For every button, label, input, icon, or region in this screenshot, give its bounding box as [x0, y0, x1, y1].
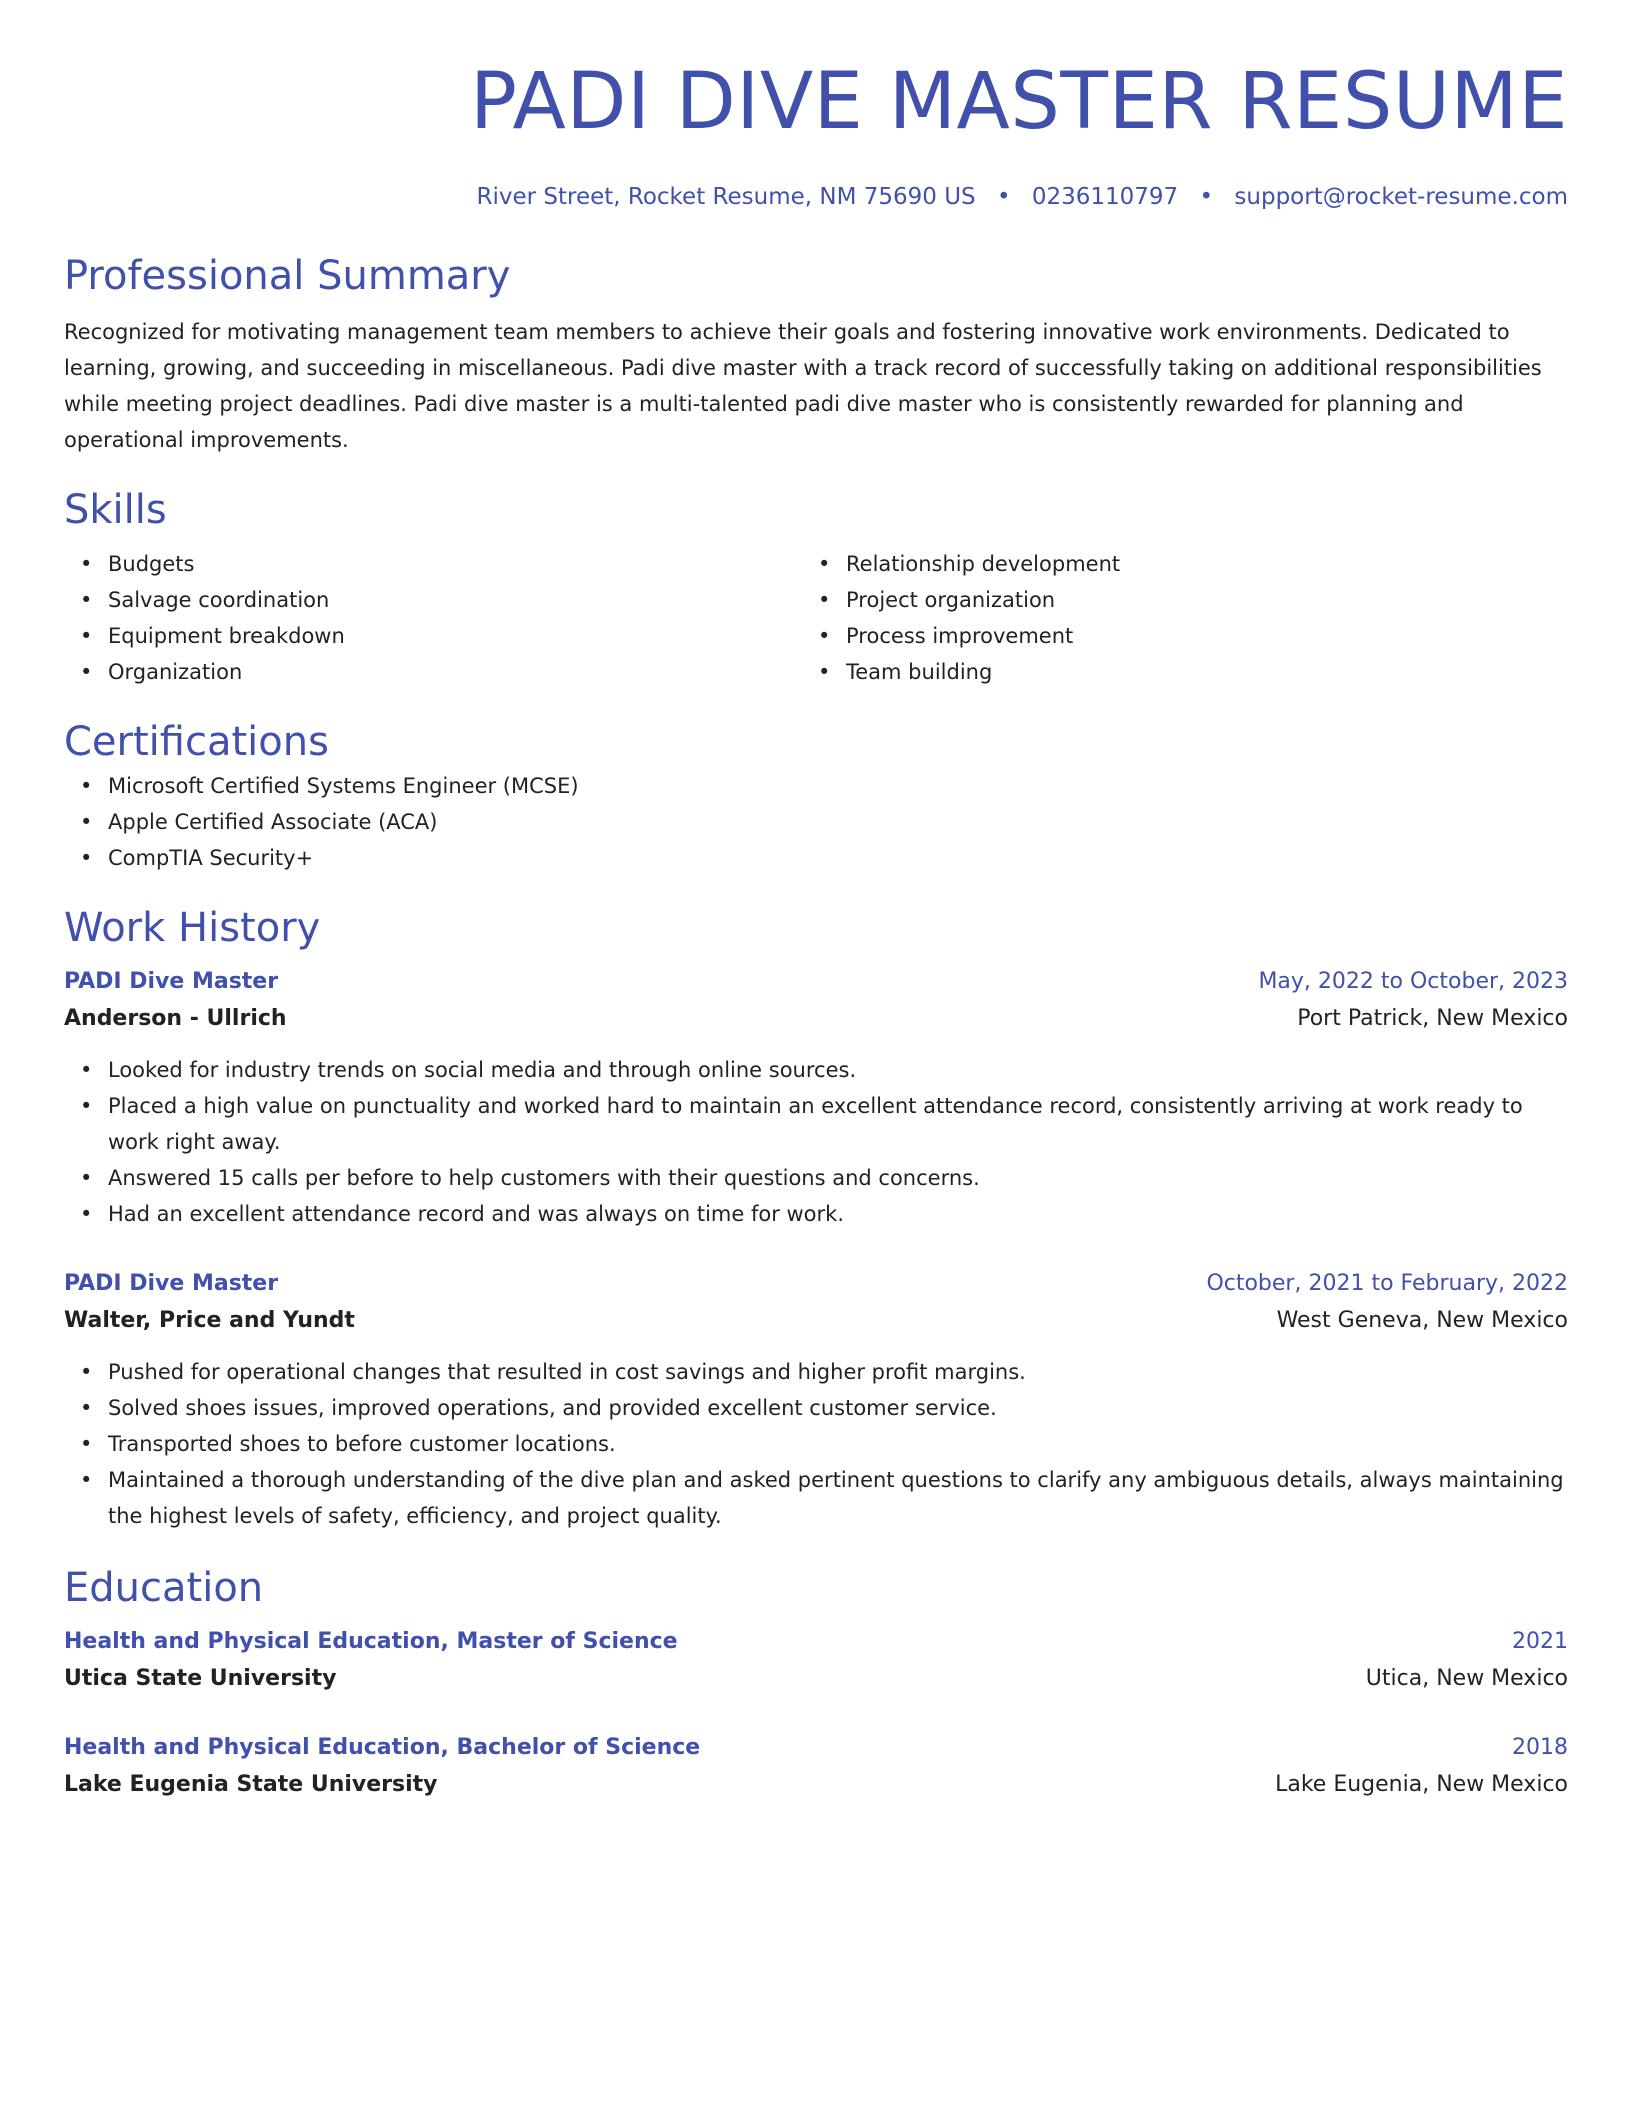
contact-address: River Street, Rocket Resume, NM 75690 US	[476, 184, 976, 210]
job-dates: October, 2021 to February, 2022	[1206, 1271, 1568, 1296]
certification-item	[80, 840, 1568, 876]
job-dates: May, 2022 to October, 2023	[1258, 969, 1568, 994]
contact-phone: 0236110797	[1031, 184, 1179, 210]
job-duty-item	[80, 1196, 1568, 1232]
job-location: Port Patrick, New Mexico	[1297, 1006, 1568, 1031]
job-title: PADI Dive Master	[64, 969, 279, 994]
job-duty-item	[80, 1088, 1568, 1160]
skills-column-left	[64, 546, 802, 690]
bullet-icon: •	[80, 1396, 93, 1420]
education-entry	[64, 1624, 1568, 1698]
certifications-heading: Certifications	[64, 719, 329, 765]
skill-label: Project organization	[846, 588, 1056, 612]
job-duty-item	[80, 1160, 1568, 1196]
bullet-icon: •	[80, 1058, 93, 1082]
job-employer: Anderson - Ullrich	[64, 1006, 287, 1031]
resume-title: PADI DIVE MASTER RESUME	[469, 57, 1568, 147]
bullet-icon: •	[80, 1202, 93, 1226]
job-duty-text: Had an excellent attendance record and was always on time for work.	[108, 1202, 845, 1226]
education-school: Lake Eugenia State University	[64, 1772, 438, 1797]
job-duty-item	[80, 1390, 1568, 1426]
bullet-icon: •	[818, 624, 831, 648]
skill-item	[818, 618, 1540, 654]
bullet-icon: •	[818, 552, 831, 576]
education-heading: Education	[64, 1565, 264, 1611]
bullet-icon: •	[80, 624, 93, 648]
job-duties-list	[64, 1052, 1568, 1232]
bullet-icon: •	[80, 774, 93, 798]
certification-label: Microsoft Certified Systems Engineer (MCSE)	[108, 774, 579, 798]
skill-label: Relationship development	[846, 552, 1121, 576]
job-duty-item	[80, 1426, 1568, 1462]
skill-item	[818, 654, 1540, 690]
skill-label: Team building	[846, 660, 993, 684]
bullet-icon: •	[80, 1468, 93, 1492]
certification-item	[80, 804, 1568, 840]
skills-grid	[64, 546, 1568, 690]
job-duty-item	[80, 1052, 1568, 1088]
education-school-row	[64, 1660, 1568, 1698]
job-duty-text: Placed a high value on punctuality and worked hard to maintain an excellent attendance record, consistently arriving at work ready to work right away.	[108, 1094, 1523, 1154]
bullet-icon: •	[80, 1432, 93, 1456]
job-employer: Walter, Price and Yundt	[64, 1308, 355, 1333]
contact-email: support@rocket-resume.com	[1234, 184, 1568, 210]
job-duty-text: Solved shoes issues, improved operations, and provided excellent customer service.	[108, 1396, 997, 1420]
contact-separator: •	[996, 184, 1011, 210]
job-duty-text: Looked for industry trends on social media and through online sources.	[108, 1058, 857, 1082]
skill-item	[80, 582, 802, 618]
skill-item	[818, 582, 1540, 618]
job-duty-text: Answered 15 calls per before to help customers with their questions and concerns.	[108, 1166, 980, 1190]
education-degree: Health and Physical Education, Master of Science	[64, 1629, 678, 1654]
certifications-list	[64, 768, 1568, 876]
skills-column-right	[802, 546, 1540, 690]
job-duties-list	[64, 1354, 1568, 1534]
work-history-heading: Work History	[64, 905, 321, 951]
education-year: 2018	[1512, 1735, 1568, 1760]
skill-label: Equipment breakdown	[108, 624, 345, 648]
bullet-icon: •	[80, 1166, 93, 1190]
skills-list-left	[64, 546, 802, 690]
education-location: Lake Eugenia, New Mexico	[1275, 1772, 1568, 1797]
bullet-icon: •	[80, 552, 93, 576]
bullet-icon: •	[80, 810, 93, 834]
certification-item	[80, 768, 1568, 804]
job-duty-item	[80, 1462, 1568, 1534]
bullet-icon: •	[818, 660, 831, 684]
job-duty-item	[80, 1354, 1568, 1390]
job-duty-text: Transported shoes to before customer locations.	[108, 1432, 616, 1456]
skill-label: Salvage coordination	[108, 588, 330, 612]
skill-item	[818, 546, 1540, 582]
summary-text: Recognized for motivating management team members to achieve their goals and fostering innovative work environments. Dedicated to learning, growing, and succeeding in miscellaneous. Padi dive master with a track record of successfully taking on additional responsibilities while meeting project deadlines. Padi dive master is a multi-talented padi dive master who is consistently rewarded for planning and operational improvements.	[64, 320, 1542, 452]
education-entry	[64, 1730, 1568, 1804]
education-header-row	[64, 1624, 1568, 1660]
education-header-row	[64, 1730, 1568, 1766]
summary-heading: Professional Summary	[64, 253, 511, 299]
job-location: West Geneva, New Mexico	[1276, 1308, 1568, 1333]
bullet-icon: •	[80, 1094, 93, 1118]
education-year: 2021	[1512, 1629, 1568, 1654]
contact-line	[64, 180, 1568, 214]
job-entry	[64, 964, 1568, 1232]
bullet-icon: •	[80, 660, 93, 684]
job-duty-text: Pushed for operational changes that resulted in cost savings and higher profit margins.	[108, 1360, 1026, 1384]
bullet-icon: •	[818, 588, 831, 612]
certification-label: Apple Certified Associate (ACA)	[108, 810, 438, 834]
contact-separator: •	[1199, 184, 1214, 210]
skills-heading: Skills	[64, 487, 167, 533]
education-degree: Health and Physical Education, Bachelor of Science	[64, 1735, 701, 1760]
education-location: Utica, New Mexico	[1365, 1666, 1568, 1691]
skill-label: Budgets	[108, 552, 195, 576]
skill-item	[80, 654, 802, 690]
job-entry	[64, 1266, 1568, 1534]
skill-label: Process improvement	[846, 624, 1074, 648]
job-duty-text: Maintained a thorough understanding of the dive plan and asked pertinent questions to clarify any ambiguous details, always maintaining the highest levels of safety, efficiency, and project quality.	[108, 1468, 1564, 1528]
education-school-row	[64, 1766, 1568, 1804]
certification-label: CompTIA Security+	[108, 846, 314, 870]
skills-list-right	[802, 546, 1540, 690]
skill-label: Organization	[108, 660, 243, 684]
bullet-icon: •	[80, 588, 93, 612]
job-title: PADI Dive Master	[64, 1271, 279, 1296]
bullet-icon: •	[80, 1360, 93, 1384]
skill-item	[80, 618, 802, 654]
job-employer-row	[64, 1000, 1568, 1038]
skill-item	[80, 546, 802, 582]
job-employer-row	[64, 1302, 1568, 1340]
education-school: Utica State University	[64, 1666, 337, 1691]
job-header-row	[64, 1266, 1568, 1302]
bullet-icon: •	[80, 846, 93, 870]
job-header-row	[64, 964, 1568, 1000]
